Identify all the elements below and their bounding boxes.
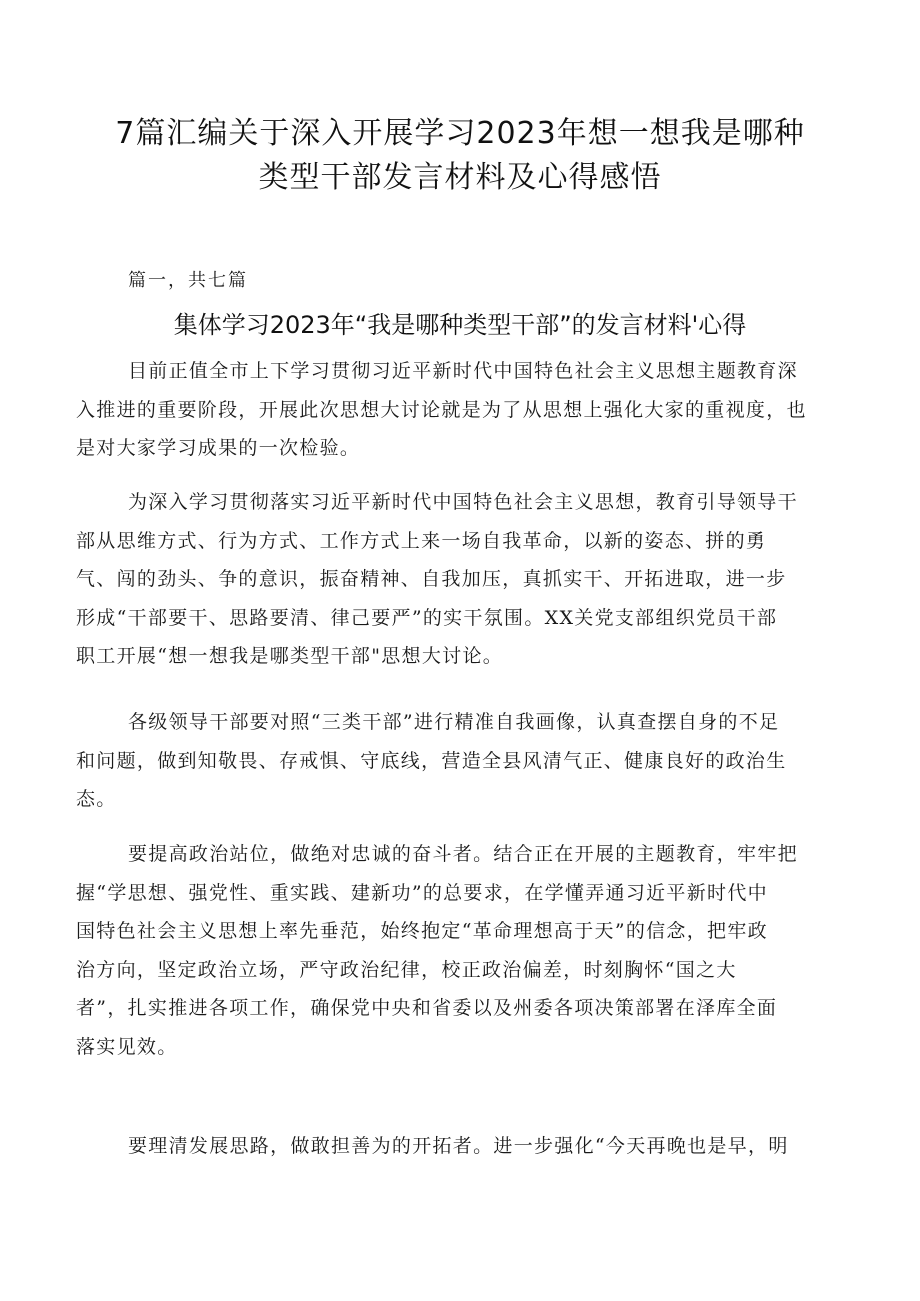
paragraph-line: 为深入学习贯彻落实习近平新时代中国特色社会主义思想，教育引导领导干 [128,491,798,513]
paragraph-1 [76,352,851,468]
paragraph-line: 握“学思想、强党性、重实践、建新功”的总要求，在学懂弄通习近平新时代中 [76,881,768,904]
paragraph-4 [76,835,851,1066]
paragraph-2 [76,483,851,676]
paragraph-line: 要提高政治站位，做绝对忠诚的奋斗者。结合正在开展的主题教育，牢牢把 [128,843,798,865]
document-title-line-2: 类型干部发言材料及心得感悟 [258,160,662,195]
paragraph-line: 和问题，做到知敬畏、存戒惧、守底线，营造全县风清气正、健康良好的政治生 [76,749,787,772]
paragraph-line: 国特色社会主义思想上率先垂范，始终抱定“革命理想高于天”的信念，把牢政 [76,920,768,942]
paragraph-line: 部从思维方式、行为方式、工作方式上来一场自我革命，以新的姿态、拼的勇 [76,529,767,552]
document-title [60,112,860,200]
section-heading: 集体学习2023年“我是哪种类型干部”的发言材料'心得 [173,311,747,339]
section-label: 篇一，共七篇 [128,270,248,291]
paragraph-3 [76,703,851,819]
paragraph-line: 态。 [76,788,117,810]
paragraph-line: 目前正值全市上下学习贯彻习近平新时代中国特色社会主义思想主题教育深 [128,360,798,382]
paragraph-line: 职工开展“想一想我是哪类型干部"思想大讨论。 [76,645,504,667]
paragraph-line: 治方向，坚定政治立场，严守政治纪律，校正政治偏差，时刻胸怀“国之大 [76,958,737,981]
paragraph-line: 入推进的重要阶段，开展此次思想大讨论就是为了从思想上强化大家的重视度，也 [76,398,807,421]
paragraph-line: 各级领导干部要对照“三类干部”进行精准自我画像，认真查摆自身的不足 [128,711,780,733]
document-title-line-1: 7篇汇编关于深入开展学习2023年想一想我是哪种 [115,116,805,151]
paragraph-line: 要理清发展思路，做敢担善为的开拓者。进一步强化“今天再晚也是早，明 [128,1135,789,1157]
paragraph-line: 气、闯的劲头、争的意识，振奋精神、自我加压，真抓实干、开拓进取，进一步 [76,568,787,590]
paragraph-line: 者”，扎实推进各项工作，确保党中央和省委以及州委各项决策部署在泽库全面 [76,997,778,1019]
paragraph-line: 落实见效。 [76,1035,178,1058]
paragraph-5 [76,1127,851,1166]
paragraph-line: 形成“干部要干、思路要清、律己要严”的实干氛围。XX关党支部组织党员干部 [76,606,778,629]
paragraph-line: 是对大家学习成果的一次检验。 [76,437,361,459]
